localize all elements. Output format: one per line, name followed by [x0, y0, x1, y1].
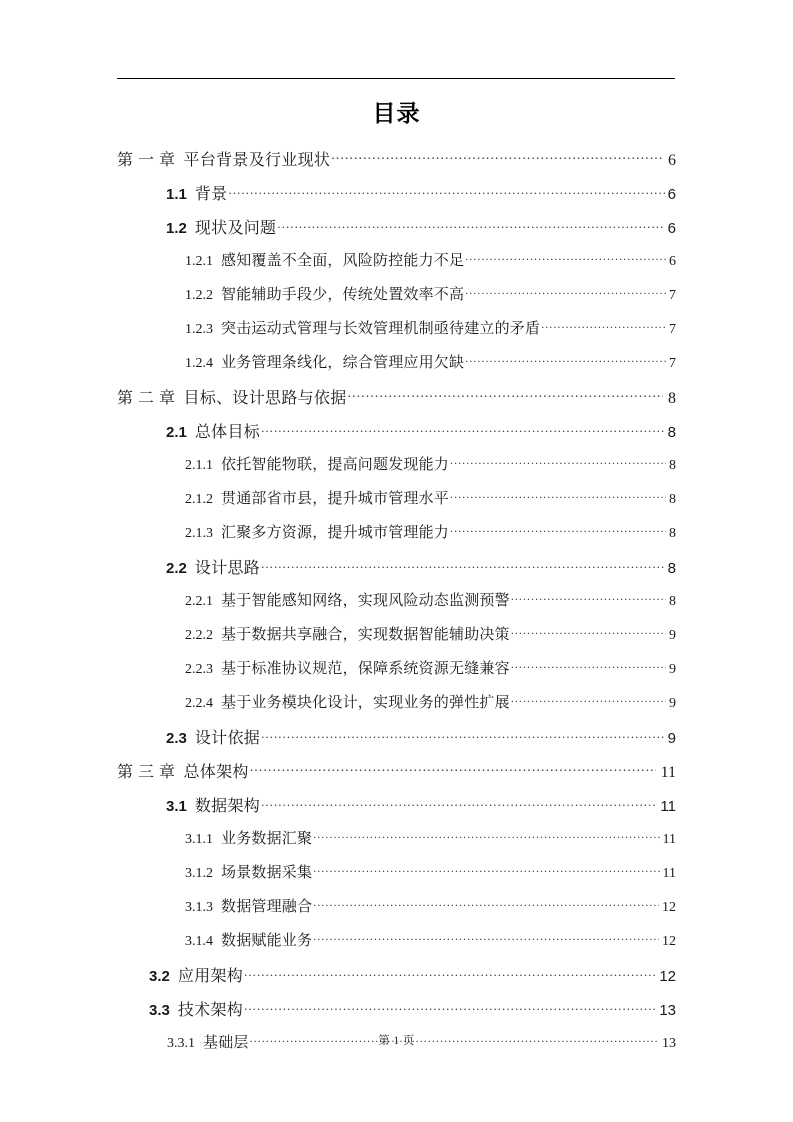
- toc-entry-title: 基于数据共享融合，实现数据智能辅助决策: [221, 627, 510, 643]
- toc-leader-dots: [511, 691, 666, 707]
- toc-entry[interactable]: [117, 215, 676, 249]
- toc-entry-title: 数据管理融合: [221, 899, 313, 915]
- toc-leader-dots: [541, 317, 666, 333]
- toc-leader-dots: [313, 929, 659, 945]
- toc-leader-dots: [450, 453, 666, 469]
- toc-entry-page-number: 11: [662, 832, 676, 847]
- toc-entry-page-number: 8: [669, 526, 676, 541]
- toc-entry-number: 2.1.2: [185, 492, 213, 507]
- toc-entry-page-number: 13: [659, 1002, 676, 1019]
- toc-entry-title: 基于智能感知网络，实现风险动态监测预警: [221, 593, 510, 609]
- toc-entry[interactable]: [117, 589, 676, 623]
- toc-entry[interactable]: [117, 419, 676, 453]
- toc-entry-title: 突击运动式管理与长效管理机制亟待建立的矛盾: [221, 321, 541, 337]
- toc-entry-page-number: 12: [662, 900, 676, 915]
- toc-entry-page-number: 11: [660, 764, 676, 781]
- toc-entry-title: 数据架构: [194, 798, 261, 815]
- toc-entry-number: 3.3: [149, 1002, 170, 1019]
- toc-entry-page-number: 11: [662, 866, 676, 881]
- toc-entry-number: 3.1.1: [185, 832, 213, 847]
- toc-entry[interactable]: [117, 793, 676, 827]
- toc-entry-number: 第 三 章: [117, 764, 176, 781]
- toc-entry-page-number: 6: [667, 220, 676, 237]
- page-title: 目录: [372, 100, 421, 126]
- toc-entry-number: 3.1: [166, 798, 187, 815]
- toc-entry-title: 智能辅助手段少，传统处置效率不高: [221, 287, 465, 303]
- toc-entry-title: 设计依据: [194, 730, 261, 747]
- toc-entry[interactable]: [117, 759, 676, 793]
- toc-entry[interactable]: [117, 453, 676, 487]
- toc-entry-title: 平台背景及行业现状: [183, 152, 331, 169]
- toc-entry-page-number: 8: [669, 492, 676, 507]
- toc-entry[interactable]: [117, 283, 676, 317]
- toc-entry-page-number: 13: [662, 1036, 676, 1051]
- toc-leader-dots: [511, 589, 666, 605]
- toc-leader-dots: [277, 217, 664, 233]
- toc-entry-title: 依托智能物联，提高问题发现能力: [221, 457, 450, 473]
- toc-entry-page-number: 8: [667, 560, 676, 577]
- toc-entry[interactable]: [117, 895, 676, 929]
- toc-leader-dots: [450, 487, 666, 503]
- toc-entry-page-number: 9: [669, 696, 676, 711]
- toc-entry[interactable]: [117, 487, 676, 521]
- toc-entry-number: 2.2.2: [185, 628, 213, 643]
- toc-entry-title: 业务管理条线化，综合管理应用欠缺: [221, 355, 465, 371]
- toc-entry-page-number: 12: [662, 934, 676, 949]
- toc-leader-dots: [261, 727, 665, 743]
- toc-entry-title: 设计思路: [194, 560, 261, 577]
- toc-entry-page-number: 8: [667, 424, 676, 441]
- toc-entry-number: 1.2: [166, 220, 187, 237]
- toc-entry-number: 1.2.4: [185, 356, 213, 371]
- toc-leader-dots: [313, 827, 659, 843]
- toc-entry-page-number: 8: [669, 594, 676, 609]
- toc-entry-page-number: 9: [667, 730, 676, 747]
- toc-entry[interactable]: [117, 827, 676, 861]
- toc-entry-number: 第 一 章: [117, 152, 176, 169]
- toc-leader-dots: [228, 183, 664, 199]
- toc-entry[interactable]: [117, 147, 676, 181]
- toc-leader-dots: [261, 557, 665, 573]
- toc-entry-page-number: 11: [660, 798, 676, 815]
- toc-leader-dots: [261, 795, 657, 811]
- toc-entry[interactable]: [117, 861, 676, 895]
- toc-leader-dots: [465, 283, 666, 299]
- toc-entry-page-number: 8: [669, 458, 676, 473]
- toc-entry-number: 3.1.3: [185, 900, 213, 915]
- toc-entry-title: 数据赋能业务: [221, 933, 313, 949]
- toc-entry-number: 1.2.3: [185, 322, 213, 337]
- toc-leader-dots: [450, 521, 666, 537]
- toc-entry[interactable]: [117, 351, 676, 385]
- table-of-contents: [117, 147, 676, 1065]
- toc-leader-dots: [465, 351, 666, 367]
- toc-entry-number: 2.1.3: [185, 526, 213, 541]
- toc-entry-title: 基础层: [203, 1035, 249, 1051]
- toc-entry[interactable]: [117, 385, 676, 419]
- toc-entry-title: 总体目标: [194, 424, 261, 441]
- toc-leader-dots: [313, 861, 659, 877]
- toc-entry-title: 基于业务模块化设计，实现业务的弹性扩展: [221, 695, 510, 711]
- toc-entry-number: 3.2: [149, 968, 170, 985]
- toc-entry[interactable]: [117, 691, 676, 725]
- page-footer: 第 1 页: [378, 1035, 415, 1047]
- toc-leader-dots: [313, 895, 659, 911]
- toc-entry-number: 2.2.4: [185, 696, 213, 711]
- toc-leader-dots: [250, 761, 656, 777]
- toc-entry-number: 第 二 章: [117, 390, 176, 407]
- toc-entry[interactable]: [117, 317, 676, 351]
- toc-entry-number: 1.2.2: [185, 288, 213, 303]
- toc-entry-page-number: 12: [659, 968, 676, 985]
- toc-entry-page-number: 9: [669, 628, 676, 643]
- toc-entry-page-number: 9: [669, 662, 676, 677]
- toc-entry-title: 基于标准协议规范，保障系统资源无缝兼容: [221, 661, 510, 677]
- toc-entry[interactable]: [117, 249, 676, 283]
- toc-entry-page-number: 6: [669, 254, 676, 269]
- toc-entry[interactable]: [117, 181, 676, 215]
- toc-entry-page-number: 7: [669, 322, 676, 337]
- toc-entry-title: 场景数据采集: [221, 865, 313, 881]
- toc-entry-title: 现状及问题: [194, 220, 277, 237]
- toc-entry[interactable]: [117, 963, 676, 997]
- toc-entry-title: 业务数据汇聚: [221, 831, 313, 847]
- toc-leader-dots: [465, 249, 666, 265]
- toc-entry-title: 总体架构: [183, 764, 249, 781]
- toc-entry-page-number: 7: [669, 356, 676, 371]
- toc-leader-dots: [511, 657, 666, 673]
- toc-entry-page-number: 8: [668, 390, 676, 407]
- header-rule: [117, 78, 675, 79]
- toc-leader-dots: [348, 387, 663, 403]
- toc-entry-number: 1.2.1: [185, 254, 213, 269]
- toc-entry[interactable]: [117, 997, 676, 1031]
- toc-leader-dots: [331, 149, 663, 165]
- toc-entry[interactable]: [117, 555, 676, 589]
- toc-entry-number: 2.2.3: [185, 662, 213, 677]
- toc-entry-title: 技术架构: [177, 1002, 244, 1019]
- toc-entry-title: 背景: [194, 186, 228, 203]
- toc-entry-number: 1.1: [166, 186, 187, 203]
- toc-leader-dots: [244, 965, 656, 981]
- toc-entry-title: 感知覆盖不全面，风险防控能力不足: [221, 253, 465, 269]
- toc-leader-dots: [511, 623, 666, 639]
- toc-entry[interactable]: [117, 657, 676, 691]
- toc-entry-title: 汇聚多方资源，提升城市管理能力: [221, 525, 450, 541]
- toc-entry-title: 目标、设计思路与依据: [183, 390, 347, 407]
- toc-entry-title: 应用架构: [177, 968, 244, 985]
- toc-entry-number: 3.1.4: [185, 934, 213, 949]
- toc-entry[interactable]: [117, 725, 676, 759]
- toc-entry[interactable]: [117, 521, 676, 555]
- toc-entry-number: 2.2.1: [185, 594, 213, 609]
- toc-entry[interactable]: [117, 929, 676, 963]
- toc-entry-title: 贯通部省市县，提升城市管理水平: [221, 491, 450, 507]
- toc-entry-page-number: 6: [668, 152, 676, 169]
- toc-entry-number: 2.1.1: [185, 458, 213, 473]
- toc-entry-page-number: 6: [667, 186, 676, 203]
- toc-entry-number: 3.1.2: [185, 866, 213, 881]
- toc-entry[interactable]: [117, 623, 676, 657]
- toc-entry-number: 3.3.1: [167, 1036, 195, 1051]
- toc-leader-dots: [244, 999, 656, 1015]
- toc-entry-page-number: 7: [669, 288, 676, 303]
- toc-entry-number: 2.2: [166, 560, 187, 577]
- toc-entry-number: 2.1: [166, 424, 187, 441]
- toc-entry-number: 2.3: [166, 730, 187, 747]
- toc-leader-dots: [261, 421, 665, 437]
